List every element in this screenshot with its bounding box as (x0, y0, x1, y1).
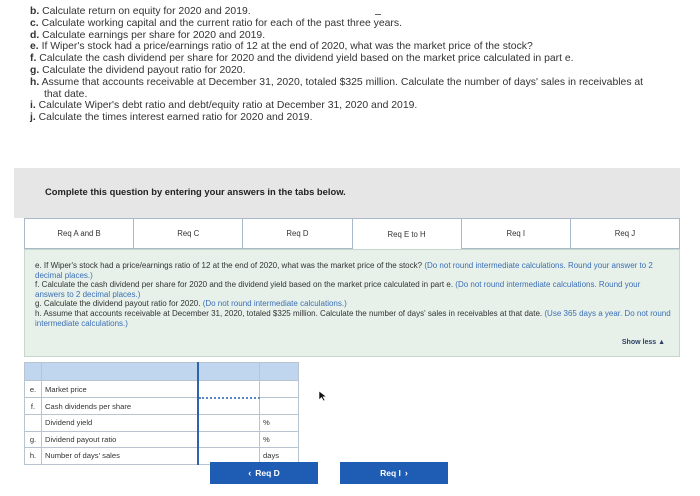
instruction-b: b. Calculate return on equity for 2020 and 2019. (30, 6, 251, 17)
panel-question-e: e. If Wiper's stock had a price/earnings ratio of 12 at the end of 2020, what was the market price of the stock? (Do not round intermediate calculations. Round your answer to 2 decimal places.) (35, 261, 653, 280)
tab-req-e-to-h[interactable]: Req E to H (352, 218, 461, 249)
question-panel (24, 249, 680, 357)
tab-req-i[interactable]: Req I (461, 218, 570, 249)
instruction-h: h. Assume that accounts receivable at December 31, 2020, totaled $325 million. Calculate the number of days' sales in receivables at (30, 76, 644, 88)
tab-req-j[interactable]: Req J (570, 218, 680, 249)
tab-req-a-and-b[interactable]: Req A and B (24, 218, 133, 249)
dividend-yield-input[interactable] (198, 415, 260, 432)
tab-req-c[interactable]: Req C (133, 218, 242, 249)
tab-req-d[interactable]: Req D (242, 218, 351, 249)
cash-dividends-input[interactable] (198, 398, 260, 415)
prev-req-d-button[interactable] (210, 462, 318, 484)
panel-question-f: f. Calculate the cash dividend per share for 2020 and the dividend yield based on the market price calculated in part e. (Do not round intermediate calculations. Round your answers to 2 decimal places.) (35, 280, 641, 299)
chevron-right-icon: › (404, 468, 408, 478)
table-row-dividend-payout: g. Dividend payout ratio % (25, 431, 299, 448)
minus-mark (375, 14, 381, 15)
prev-button-label: Req D (255, 468, 280, 478)
instruction-c: c. Calculate working capital and the current ratio for each of the past three years. (30, 17, 402, 29)
instruction-j: j. Calculate the times interest earned ratio for 2020 and 2019. (30, 112, 313, 124)
instruction-e: e. If Wiper's stock had a price/earnings ratio of 12 at the end of 2020, what was the market price of the stock? (30, 41, 533, 53)
answer-table (24, 362, 299, 465)
complete-question-bar (14, 168, 680, 218)
market-price-input[interactable] (198, 381, 260, 398)
table-row-cash-dividends: f. Cash dividends per share (25, 398, 299, 415)
next-button-label: Req I (380, 468, 401, 478)
instruction-h-cont: that date. (44, 88, 88, 100)
requirement-tabs (24, 218, 680, 249)
instruction-i: i. Calculate Wiper's debt ratio and debt/equity ratio at December 31, 2020 and 2019. (30, 100, 418, 112)
mouse-cursor-icon (318, 390, 328, 402)
table-row-market-price: e. Market price (25, 381, 299, 398)
panel-question-h: h. Assume that accounts receivable at December 31, 2020, totaled $325 million. Calculate the number of days' sales in receivables at that date. (Use 365 days a year. Do not round intermediate calculations.) (35, 308, 671, 328)
instruction-g: g. Calculate the dividend payout ratio for 2020. (30, 64, 246, 76)
complete-prompt: Complete this question by entering your answers in the tabs below. (45, 186, 346, 197)
question-instructions (30, 6, 690, 124)
next-req-i-button[interactable] (340, 462, 448, 484)
table-row-dividend-yield: Dividend yield % (25, 415, 299, 432)
instruction-f: f. Calculate the cash dividend per share for 2020 and the dividend yield based on the market price calculated in part e. (30, 53, 574, 65)
dividend-payout-input[interactable] (198, 431, 260, 448)
show-less-link[interactable]: Show less ▲ (621, 339, 665, 346)
chevron-left-icon: ‹ (248, 468, 252, 478)
table-header-row (25, 363, 299, 381)
table-row-days-sales: h. Number of days' sales days (25, 448, 299, 465)
panel-instructions (35, 261, 671, 328)
panel-question-g: g. Calculate the dividend payout ratio for 2020. (Do not round intermediate calculations.) (35, 299, 347, 309)
instruction-d: d. Calculate earnings per share for 2020 and 2019. (30, 29, 266, 41)
